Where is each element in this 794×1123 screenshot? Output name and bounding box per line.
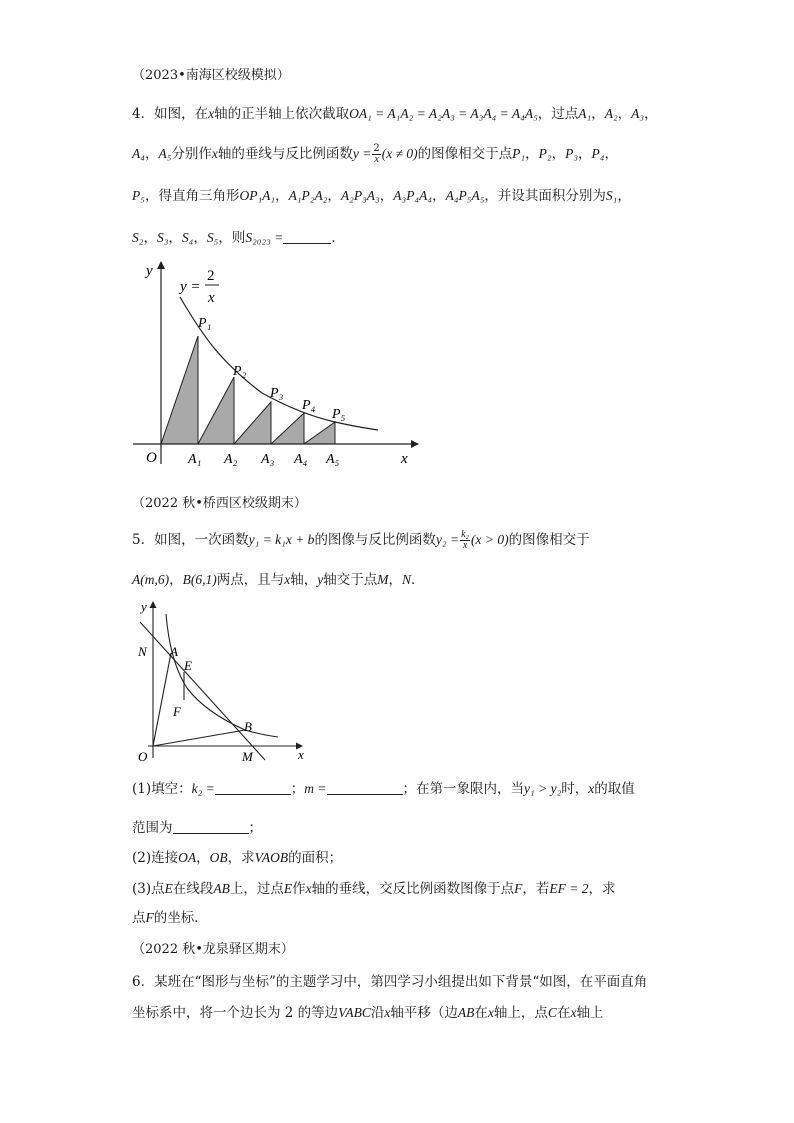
point-p4: P₄	[591, 146, 605, 161]
q5-part3-line	[132, 879, 615, 899]
q4-text: 的图像相交于点	[417, 146, 513, 162]
frac-den: x	[374, 154, 379, 165]
q5-text: 轴交于点	[323, 572, 378, 588]
q4-text: ，得直角三角形	[144, 188, 240, 204]
comma: ，	[143, 230, 157, 246]
label-p2: P₂	[233, 364, 247, 379]
comma: ，	[169, 572, 183, 588]
q4-line-3	[132, 186, 631, 206]
answer-blank-range[interactable]	[173, 819, 249, 834]
point-p5: P₅	[132, 188, 145, 203]
label-p5: P₅	[332, 407, 346, 422]
semicolon: ；	[290, 781, 305, 797]
point-p1: P₁	[512, 146, 526, 161]
fraction-2-over-x	[372, 144, 380, 165]
q4-figure	[128, 258, 428, 470]
q5-text: 在线段	[172, 881, 214, 897]
comma: ，	[379, 188, 394, 204]
q5-text: 两点，且与	[216, 572, 285, 588]
inequality: y₁ > y₂	[524, 781, 562, 796]
q4-line-2	[132, 144, 618, 165]
x-axis-label: x	[298, 747, 304, 762]
tri-5: A₄P₅A₅	[445, 188, 485, 203]
q4-text: ，过点	[537, 106, 579, 122]
q6-text: 沿	[370, 1005, 385, 1021]
q4-line-1	[132, 104, 658, 124]
q5-text: 作	[292, 881, 306, 897]
comma: ，	[604, 146, 618, 162]
domain-cond: (x ≠ 0)	[381, 146, 418, 161]
label-a2: A₂	[224, 452, 238, 467]
comma: ，	[617, 106, 632, 122]
answer-blank-k2[interactable]	[215, 780, 291, 795]
q5-text: 轴，	[290, 572, 318, 588]
curve-eq-num: 2	[207, 268, 215, 284]
tri-4: A₃P₄A₄	[393, 188, 433, 203]
label-p1: P₁	[198, 316, 212, 331]
segment-oa-text: OA	[178, 850, 197, 865]
point-p3: P₃	[565, 146, 579, 161]
q4-text: 轴的垂线与反比例函数	[217, 146, 353, 162]
q5-line-1	[132, 530, 590, 551]
comma: ，	[644, 106, 658, 122]
point-a5: A₅	[158, 146, 172, 161]
q4-text: 轴的正半轴上依次截取	[214, 106, 350, 122]
comma: ，	[196, 850, 210, 866]
q5-text: 时，	[561, 781, 589, 797]
triangle-4	[271, 413, 304, 444]
q5-text: ，若	[522, 881, 550, 897]
comma: ，	[617, 188, 631, 204]
q6-text: 在	[474, 1005, 488, 1021]
segment-chain: OA₁ = A₁A₂ = A₂A₃ = A₃A₄ = A₄A₅	[349, 106, 538, 121]
var-x: x	[211, 146, 218, 161]
q5-text: 的面积；	[288, 850, 343, 866]
point-e: E	[164, 881, 173, 896]
comma: ，	[551, 146, 566, 162]
tri-3: A₂P₃A₃	[340, 188, 380, 203]
q5-text: 5．如图，一次函数	[132, 532, 249, 548]
linear-func: y₁ = k₁x + b	[248, 532, 315, 547]
frac-den: x	[462, 540, 468, 551]
q5-text: ，求	[588, 881, 616, 897]
line-ab	[140, 622, 265, 760]
q6-line-2	[132, 1003, 603, 1023]
var-x: x	[588, 781, 595, 796]
triangle-aob: VAOB	[254, 850, 289, 865]
triangle-5	[304, 422, 335, 444]
label-m: M	[242, 749, 253, 764]
point-e: E	[283, 881, 293, 896]
answer-blank-m[interactable]	[327, 780, 403, 795]
q5-part1-line	[132, 779, 635, 799]
tri-1: OP₁A₁	[239, 188, 276, 203]
frac-num: 2	[373, 143, 380, 154]
q5-text: (2)连接	[132, 850, 179, 866]
label-n: N	[138, 644, 147, 659]
q4-source: （2023•南海区校级模拟）	[132, 68, 290, 83]
q4-text: ，则	[218, 230, 246, 246]
label-a5: A₅	[326, 452, 340, 467]
comma: ，	[275, 188, 289, 204]
q4-text: ，并设其面积分别为	[484, 188, 606, 204]
label-f: F	[173, 704, 181, 719]
inverse-func-lhs: y₂ =	[435, 532, 460, 547]
period: ．	[331, 230, 345, 246]
q5-text: 的坐标．	[153, 910, 208, 926]
point-c: C	[547, 1005, 557, 1020]
q5-part3-line-2	[132, 908, 208, 928]
hyperbola-curve	[166, 614, 278, 737]
q6-text: 在	[556, 1005, 571, 1021]
area-s3: S₃	[156, 230, 169, 245]
q5-text: 上，过点	[229, 881, 284, 897]
q4-text: 分别作	[171, 146, 212, 162]
var-x: x	[384, 1005, 391, 1020]
var-x: x	[487, 1005, 494, 1020]
fraction-k2-over-x	[460, 530, 470, 551]
segment-oa	[153, 653, 171, 746]
point-m: M	[377, 572, 389, 587]
comma: ，	[525, 146, 539, 162]
var-x: x	[305, 881, 312, 896]
label-a4: A₄	[294, 452, 308, 467]
y-axis-label: y	[146, 263, 153, 279]
triangle-2	[198, 377, 234, 444]
segment-ab: AB	[457, 1005, 475, 1020]
comma: ，	[578, 146, 592, 162]
segment-ob	[153, 730, 245, 746]
q5-part2-line	[132, 848, 342, 868]
area-s4: S₄	[181, 230, 194, 245]
q5-line-2	[132, 570, 425, 590]
triangle-3	[234, 402, 271, 444]
period: ．	[411, 572, 425, 588]
point-a-coord: A(m,6)	[132, 572, 170, 587]
curve-eq-den: x	[208, 290, 215, 306]
comma: ，	[432, 188, 446, 204]
point-f: F	[514, 881, 523, 896]
var-x: x	[208, 106, 215, 121]
x-axis-label: x	[401, 451, 408, 467]
point-a3: A₃	[631, 106, 645, 121]
ef-eq: EF = 2	[549, 881, 589, 896]
label-a1: A₁	[188, 452, 202, 467]
var-x: x	[570, 1005, 577, 1020]
q4-text: 4．如图，在	[132, 106, 209, 122]
comma: ，	[144, 146, 159, 162]
tri-2: A₁P₂A₂	[288, 188, 328, 203]
label-a: A	[170, 644, 178, 659]
comma: ，	[193, 230, 207, 246]
semicolon: ；	[248, 820, 262, 836]
comma: ，	[168, 230, 182, 246]
origin-label: O	[138, 749, 148, 764]
func-lhs: y =	[352, 146, 372, 161]
q6-source: （2022 秋•龙泉驿区期末）	[132, 942, 294, 957]
triangle-1	[161, 336, 198, 444]
q6-text: 坐标系中，将一个边长为 2 的等边	[132, 1005, 339, 1021]
curve-eq-lhs: y =	[180, 279, 201, 295]
triangle-abc: VABC	[338, 1005, 371, 1020]
point-p2: P₂	[538, 146, 552, 161]
comma: ，	[327, 188, 341, 204]
var-y: y	[317, 572, 324, 587]
segment-ob-text: OB	[209, 850, 228, 865]
label-p3: P₃	[270, 386, 284, 401]
answer-blank[interactable]	[283, 229, 331, 244]
q5-text: (3)点	[132, 881, 165, 897]
comma: ，	[388, 572, 402, 588]
y-axis-label: y	[141, 599, 147, 614]
area-s5: S₅	[206, 230, 219, 245]
q5-text: 的图像相交于	[508, 532, 590, 548]
area-s1: S₁	[605, 188, 618, 203]
var-x: x	[284, 572, 291, 587]
q5-text: 的图像与反比例函数	[314, 532, 436, 548]
m-eq: m =	[304, 781, 327, 796]
point-f: F	[145, 910, 154, 925]
segment-ab: AB	[213, 881, 230, 896]
q5-source: （2022 秋•桥西区校级期末）	[132, 496, 307, 511]
label-b: B	[244, 719, 252, 734]
label-p4: P₄	[302, 398, 316, 413]
area-s2: S₂	[132, 230, 144, 245]
point-n: N	[402, 572, 412, 587]
point-b-coord: B(6,1)	[182, 572, 217, 587]
k2-eq: k₂ =	[191, 781, 215, 796]
q5-text: (1)填空：	[132, 781, 192, 797]
q5-part1-line-2	[132, 818, 262, 838]
q5-text: 范围为	[132, 820, 173, 836]
q6-text: 轴上	[576, 1005, 604, 1021]
q5-text: 的取值	[594, 781, 635, 797]
frac-num: k₂	[461, 529, 470, 540]
comma: ，	[591, 106, 605, 122]
q5-text: ，求	[227, 850, 255, 866]
origin-label: O	[146, 450, 157, 466]
point-a1: A₁	[578, 106, 592, 121]
q5-figure	[128, 596, 318, 768]
domain-cond: (x > 0)	[471, 532, 509, 547]
point-a4: A₄	[132, 146, 145, 161]
q5-text: 轴的垂线，交反比例函数图像于点	[311, 881, 515, 897]
q6-text: 轴上，点	[493, 1005, 548, 1021]
point-a2: A₂	[604, 106, 618, 121]
area-target: S₂₀₂₃ =	[245, 230, 284, 245]
q5-text: ；在第一象限内，当	[402, 781, 525, 797]
q4-line-4	[132, 228, 345, 248]
q5-text: 点	[132, 910, 146, 926]
label-a3: A₃	[261, 452, 275, 467]
q6-line-1: 6．某班在“图形与坐标”的主题学习中，第四学习小组提出如下背景“如图，在平面直角	[132, 974, 648, 990]
label-e: E	[184, 658, 192, 673]
q6-text: 轴平移（边	[390, 1005, 458, 1021]
